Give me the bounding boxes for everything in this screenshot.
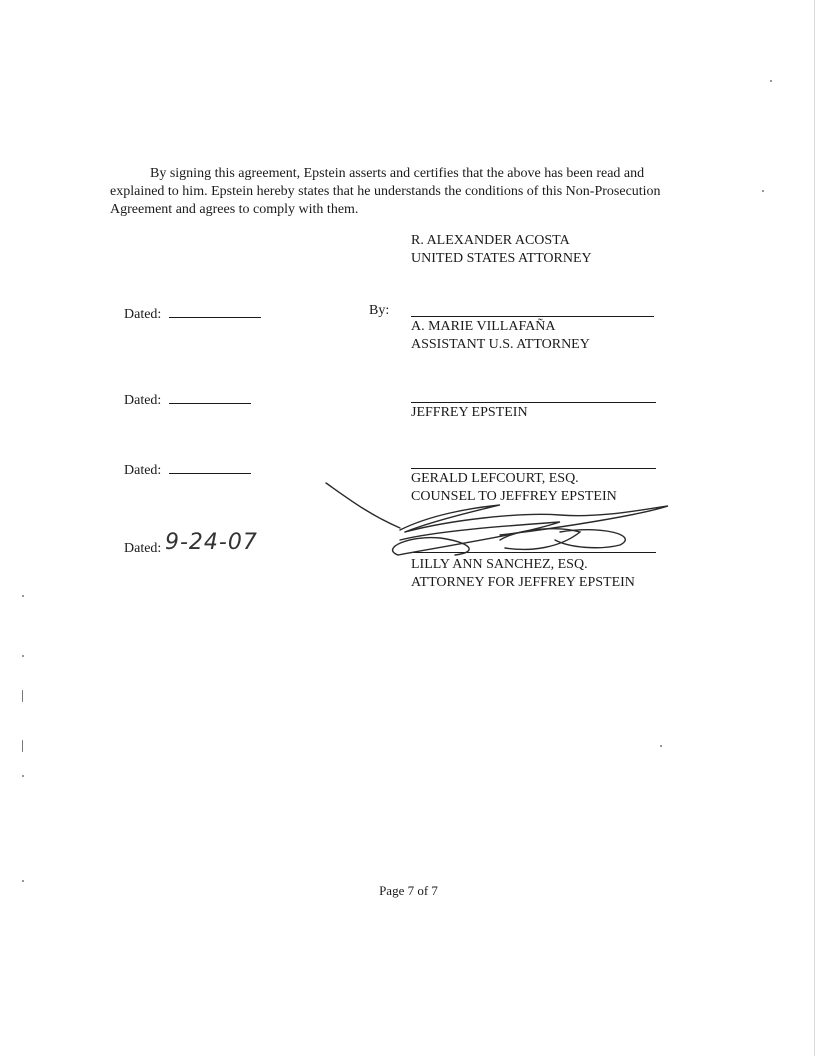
by-label: By: <box>369 303 390 318</box>
scan-speck <box>22 690 23 702</box>
scan-speck <box>22 775 24 777</box>
scan-speck <box>660 745 662 747</box>
handwritten-date: 9-24-07 <box>165 530 258 555</box>
signatory-name: JEFFREY EPSTEIN <box>411 405 528 420</box>
dated-label: Dated: <box>124 541 162 556</box>
signatory-title: ASSISTANT U.S. ATTORNEY <box>411 337 590 352</box>
page-number: Page 7 of 7 <box>379 883 438 898</box>
attorney-name: R. ALEXANDER ACOSTA <box>411 233 570 248</box>
scan-speck <box>22 740 23 752</box>
scan-speck <box>22 880 24 882</box>
scan-edge <box>814 0 815 1056</box>
signatory-title: COUNSEL TO JEFFREY EPSTEIN <box>411 489 617 504</box>
attorney-title: UNITED STATES ATTORNEY <box>411 251 592 266</box>
scan-speck <box>22 595 24 597</box>
dated-label: Dated: <box>124 393 162 408</box>
dated-label: Dated: <box>124 463 162 478</box>
dated-label: Dated: <box>124 307 162 322</box>
signatory-name: GERALD LEFCOURT, ESQ. <box>411 471 579 486</box>
scan-speck <box>762 190 764 192</box>
scan-speck <box>22 655 24 657</box>
certification-paragraph: By signing this agreement, Epstein asserts and certifies that the above has been read and explained to him. Epstein hereby states that he understands the conditions of this Non-Prosecution Agreement and agrees to comply with them. <box>110 166 661 217</box>
signatory-name: A. MARIE VILLAFAÑA <box>411 319 556 334</box>
signatory-title: ATTORNEY FOR JEFFREY EPSTEIN <box>411 575 635 590</box>
scan-speck <box>770 80 772 82</box>
signatory-name: LILLY ANN SANCHEZ, ESQ. <box>411 557 588 572</box>
